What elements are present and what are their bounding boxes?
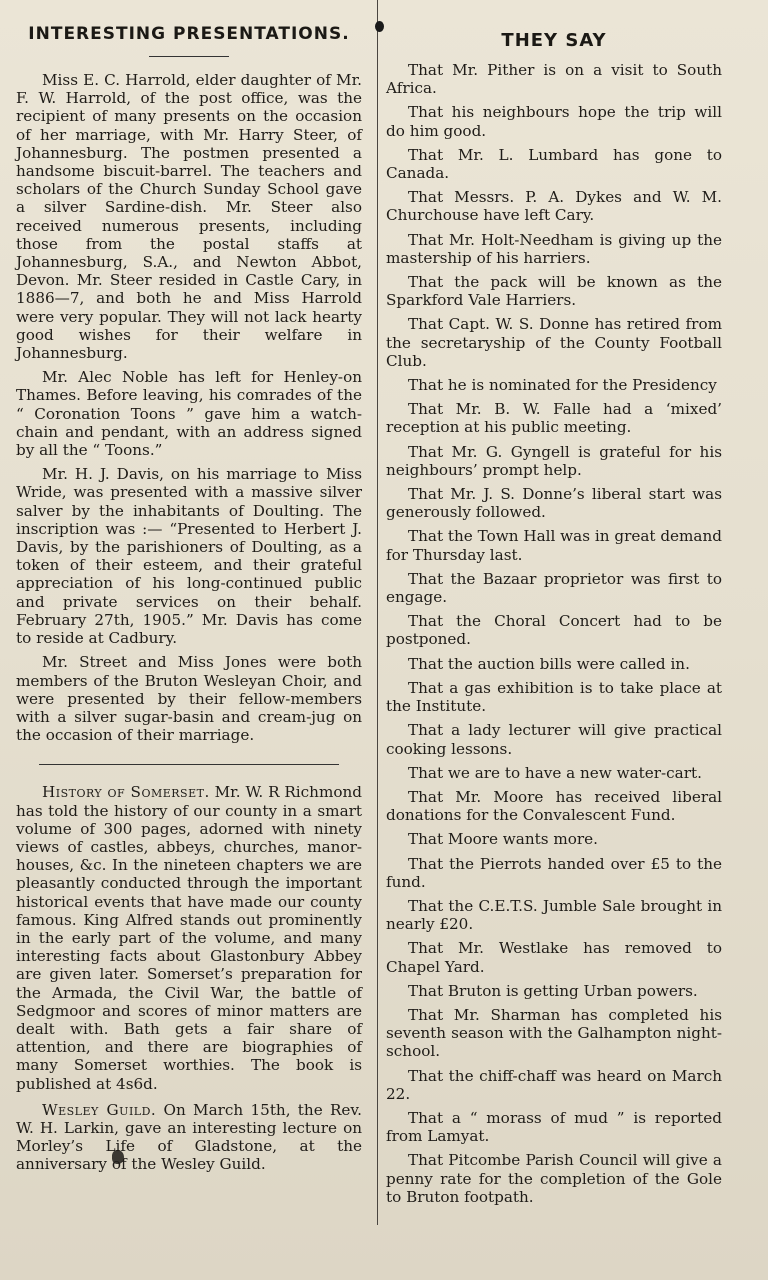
they-say-item: That the chiff-chaff was heard on March 22. [386, 1066, 722, 1103]
they-say-item: That a “ morass of mud ” is reported from Lamyat. [386, 1108, 722, 1146]
left-column [16, 18, 362, 1180]
history-text: Mr. W. R Richmond has told the history of our county in a smart volume of 300 pages, adorned with ninety views of castles, abbeys, churches, manor-houses, &c. In the nineteen chapters we are pleasantly conducted through the important historical events that have made our county famous. King Alfred stands out prominently in the early part of the volume, and many interesting facts about Glastonbury Abbey are given later. Somerset’s preparation for the Armada, the Civil War, the battle of Sedgmoor and scores of minor matters are dealt with. Bath gets a fair share of attention, and there are biographies of many Somerset worthies. The book is published at 4s6d. [16, 783, 362, 1093]
right-column [386, 26, 722, 1212]
wesley-title: Wesley Guild. [42, 1100, 157, 1119]
street-paragraph: Mr. Street and Miss Jones were both members of the Bruton Wesleyan Choir, and were presented by their fellow-members with a silver sugar-basin and cream-jug on the occasion of their marriage. [16, 653, 362, 745]
they-say-item: That the Choral Concert had to be postponed. [386, 612, 722, 649]
wesley-text: On March 15th, the Rev. W. H. Larkin, gave an interesting lecture on Morley’s Life of Gladstone, at the anniversary of the Wesley Guild. [16, 1100, 362, 1174]
they-say-item: That the C.E.T.S. Jumble Sale brought in nearly £20. [386, 896, 722, 934]
they-say-item: That Mr. L. Lumbard has gone to Canada. [386, 145, 722, 183]
they-say-item: That Mr. Moore has received liberal donations for the Convalescent Fund. [386, 787, 722, 825]
they-say-item: That he is nominated for the Presidency [408, 376, 717, 395]
they-say-item: That Bruton is getting Urban powers. [408, 981, 698, 1000]
wesley-paragraph [16, 1101, 362, 1174]
they-say-item: That the Bazaar proprietor was first to engage. [386, 569, 722, 607]
they-say-item: That Messrs. P. A. Dykes and W. M. Churchouse have left Cary. [386, 188, 722, 225]
ink-spot [375, 21, 384, 32]
they-say-item: That his neighbours hope the trip will do him good. [386, 103, 722, 140]
they-say-item: That Mr. Holt-Needham is giving up the mastership of his harriers. [386, 230, 722, 267]
they-say-item: That the Town Hall was in great demand for Thursday last. [386, 527, 722, 564]
harrold-paragraph: Miss E. C. Harrold, elder daughter of Mr. F. W. Harrold, of the post office, was the recipient of many presents on the occasion of her marriage, with Mr. Harry Steer, of Johannesburg. The postmen presented a handsome biscuit-barrel. The teachers and scholars of the Church Sunday School gave a silver Sardine-dish. Mr. Steer also received numerous presents, including those from the postal staffs at Johannesburg, S.A., and Newton Abbot, Devon. Mr. Steer resided in Castle Cary, in 1886—7, and both he and Miss Harrold were very popular. They will not lack hearty good wishes for their welfare in Johannesburg. [16, 71, 362, 363]
they-say-item: That Mr. Westlake has removed to Chapel Yard. [386, 939, 722, 976]
they-say-item: That the auction bills were called in. [408, 654, 690, 673]
they-say-item: That Mr. Sharman has completed his seventh season with the Galhampton night-school. [386, 1005, 722, 1061]
they-say-item: That Pitcombe Parish Council will give a penny rate for the completion of the Gole to Bruton footpath. [386, 1151, 722, 1206]
they-say-item: That Capt. W. S. Donne has retired from the secretaryship of the County Football Club. [386, 315, 722, 370]
they-say-item: That Moore wants more. [408, 830, 598, 849]
column-divider [377, 0, 378, 1225]
section-rule [39, 764, 339, 765]
history-paragraph [16, 783, 362, 1092]
they-say-item: That Mr. G. Gyngell is grateful for his neighbours’ prompt help. [386, 442, 722, 479]
history-title: History of Somerset. [42, 783, 210, 802]
they-say-item: That we are to have a new water-cart. [408, 763, 702, 782]
they-say-heading: THEY SAY [501, 30, 607, 51]
noble-paragraph: Mr. Alec Noble has left for Henley-on Thames. Before leaving, his comrades of the “ Coronation Toons ” gave him a watch-chain and pendant, with an address signed by all the “ Toons.” [16, 368, 362, 460]
presentations-heading: INTERESTING PRESENTATIONS. [28, 24, 350, 44]
heading-rule [149, 56, 229, 57]
they-say-item: That a gas exhibition is to take place at the Institute. [386, 678, 722, 716]
they-say-item: That the pack will be known as the Sparkford Vale Harriers. [386, 273, 722, 310]
they-say-item: That Mr. B. W. Falle had a ‘mixed’ reception at his public meeting. [386, 400, 722, 437]
they-say-item: That the Pierrots handed over £5 to the fund. [386, 854, 722, 891]
they-say-item: That a lady lecturer will give practical cooking lessons. [386, 721, 722, 758]
davis-paragraph: Mr. H. J. Davis, on his marriage to Miss Wride, was presented with a massive silver salver by the inhabitants of Doulting. The inscription was :— “Presented to Herbert J. Davis, by the parishioners of Doulting, as a token of their esteem, and their grateful appreciation of his long-continued public and private services on their behalf. February 27th, 1905.” Mr. Davis has come to reside at Cadbury. [16, 465, 362, 648]
they-say-item: That Mr. J. S. Donne’s liberal start was generously followed. [386, 485, 722, 522]
they-say-item: That Mr. Pither is on a visit to South Africa. [386, 61, 722, 98]
